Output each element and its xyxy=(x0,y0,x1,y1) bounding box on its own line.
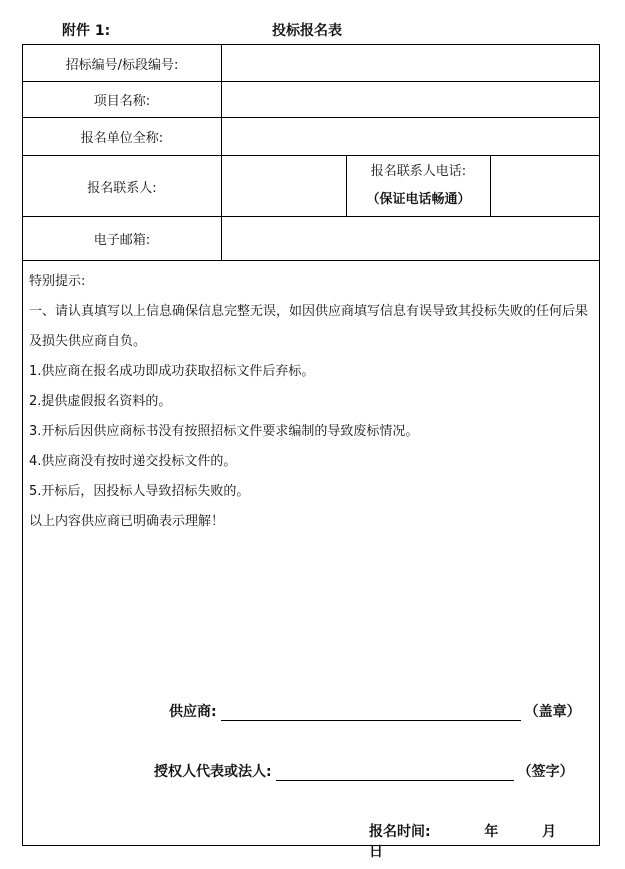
representative-signature-line xyxy=(154,761,574,781)
notice-title: 特别提示: xyxy=(29,274,86,289)
contact-person-field[interactable] xyxy=(222,156,347,216)
notice-line: 4.供应商没有按时递交投标文件的。 xyxy=(29,454,237,469)
form-row-tender-number xyxy=(23,45,599,82)
registration-date-line xyxy=(369,821,599,861)
form-row-email xyxy=(23,217,599,261)
notice-line: 3.开标后因供应商标书没有按照招标文件要求编制的导致废标情况。 xyxy=(29,424,419,439)
day-label: 日 xyxy=(369,844,383,860)
notice-line: 1.供应商在报名成功即成功获取招标文件后弃标。 xyxy=(29,364,315,379)
email-label: 电子邮箱: xyxy=(23,217,222,260)
form-row-contact xyxy=(23,156,599,217)
notice-line: 5.开标后，因投标人导致招标失败的。 xyxy=(29,484,250,499)
contact-phone-label: 报名联系人电话: xyxy=(370,164,467,179)
supplier-label: 供应商: xyxy=(169,704,217,720)
contact-phone-label-cell xyxy=(347,156,491,216)
representative-signature-field[interactable] xyxy=(276,762,514,781)
company-name-field[interactable] xyxy=(222,118,599,155)
registration-date-label: 报名时间: xyxy=(369,824,431,840)
project-name-field[interactable] xyxy=(222,82,599,117)
form-row-company-name xyxy=(23,118,599,156)
email-field[interactable] xyxy=(222,217,599,260)
tender-number-field[interactable] xyxy=(222,45,599,81)
company-name-label: 报名单位全称: xyxy=(23,118,222,155)
notice-line: 以上内容供应商已明确表示理解！ xyxy=(29,514,225,529)
page-title: 投标报名表 xyxy=(272,23,342,39)
form-row-project-name xyxy=(23,82,599,118)
supplier-signature-line xyxy=(169,701,581,721)
year-label: 年 xyxy=(484,824,499,840)
contact-phone-note: （保证电话畅通） xyxy=(366,192,471,207)
project-name-label: 项目名称: xyxy=(23,82,222,117)
representative-label: 授权人代表或法人: xyxy=(154,764,272,780)
representative-sign-note: （签字） xyxy=(517,764,574,780)
notice-line: 2.提供虚假报名资料的。 xyxy=(29,394,172,409)
registration-form xyxy=(22,44,600,860)
supplier-signature-field[interactable] xyxy=(221,702,521,721)
notice-line: 一、请认真填写以上信息确保信息完整无误，如因供应商填写信息有误导致其投标失败的任何后果及损失供应商自负。 xyxy=(29,304,589,349)
supplier-stamp-note: （盖章） xyxy=(524,704,581,720)
contact-phone-field[interactable] xyxy=(491,156,599,216)
special-notice xyxy=(23,261,599,845)
attachment-label: 附件 1: xyxy=(62,23,111,39)
month-label: 月 xyxy=(542,824,557,840)
tender-number-label: 招标编号/标段编号: xyxy=(23,45,222,81)
contact-person-label: 报名联系人: xyxy=(23,156,222,216)
